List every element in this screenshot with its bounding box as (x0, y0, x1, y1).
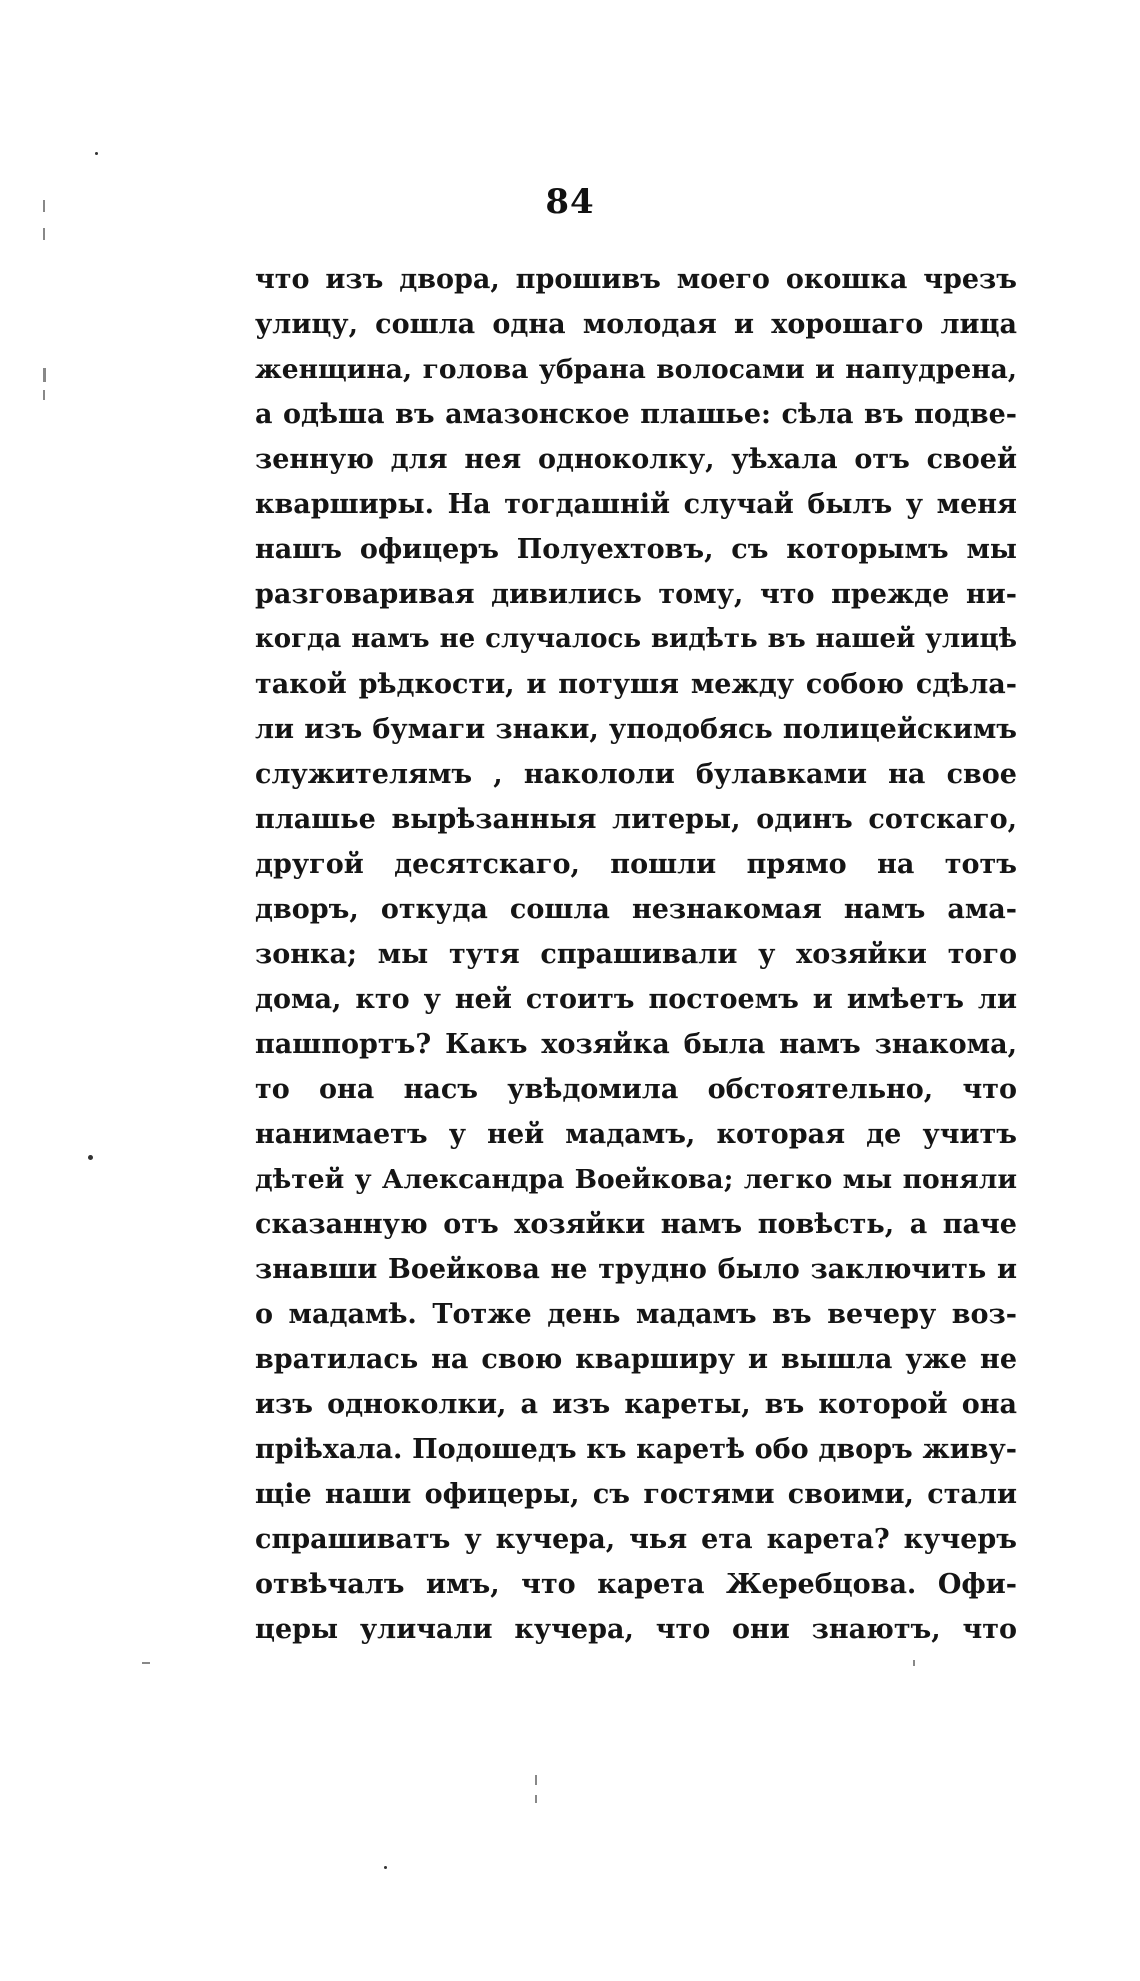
text-line: пріѣхала. Подошедъ къ каретѣ обо дворъ живу- (255, 1434, 1017, 1465)
scan-speck (384, 1866, 387, 1869)
text-line: дѣтей у Александра Воейкова; легко мы поняли (255, 1164, 1017, 1195)
text-line: нанимаетъ у ней мадамъ, которая де учитъ (255, 1119, 1017, 1150)
body-text (255, 257, 1017, 1652)
text-line: сказанную отъ хозяйки намъ повѣсть, а паче (255, 1209, 1017, 1240)
text-line: ли изъ бумаги знаки, уподобясь полицейскимъ (255, 714, 1017, 745)
scan-mark (535, 1795, 537, 1803)
text-line: нашъ офицеръ Полуехтовъ, съ которымъ мы (255, 534, 1017, 565)
text-line: разговаривая дивились тому, что прежде ни- (255, 579, 1017, 610)
text-line: дворъ, откуда сошла незнакомая намъ ама- (255, 894, 1017, 925)
text-line: такой рѣдкости, и потушя между собою сдѣла- (255, 669, 1017, 700)
text-line: зенную для нея одноколку, уѣхала отъ своей (255, 444, 1017, 475)
text-line: церы уличали кучера, что они знаютъ, что (255, 1614, 1017, 1645)
page-number: 84 (545, 182, 595, 222)
scan-mark (913, 1660, 915, 1666)
text-line: о мадамѣ. Тотже день мадамъ въ вечеру воз- (255, 1299, 1017, 1330)
text-line: кварширы. На тогдашній случай былъ у меня (255, 489, 1017, 520)
text-line: отвѣчалъ имъ, что карета Жеребцова. Офи- (255, 1569, 1017, 1600)
text-line: когда намъ не случалось видѣть въ нашей улицѣ (255, 624, 1017, 654)
text-line: вратилась на свою кварширу и вышла уже не (255, 1344, 1017, 1375)
text-line: улицу, сошла одна молодая и хорошаго лица (255, 309, 1017, 340)
scan-mark (142, 1662, 150, 1664)
text-line: изъ одноколки, а изъ кареты, въ которой она (255, 1389, 1017, 1420)
text-line: женщина, голова убрана волосами и напудрена, (255, 354, 1017, 385)
text-line: знавши Воейкова не трудно было заключить и (255, 1254, 1017, 1285)
text-line: дома, кто у ней стоитъ постоемъ и имѣетъ ли (255, 984, 1017, 1015)
text-line: другой десятскаго, пошли прямо на тотъ (255, 849, 1017, 880)
scan-speck (95, 152, 98, 155)
text-line: плашье вырѣзанныя литеры, одинъ сотскаго, (255, 804, 1017, 835)
text-line: спрашиватъ у кучера, чья ета карета? кучеръ (255, 1524, 1017, 1555)
text-line: а одѣша въ амазонское плашье: сѣла въ подве- (255, 399, 1017, 430)
text-line: служителямъ , накололи булавками на свое (255, 759, 1017, 790)
text-line: то она насъ увѣдомила обстоятельно, что (255, 1074, 1017, 1105)
scan-mark (43, 368, 46, 382)
text-line: щіе наши офицеры, съ гостями своими, стали (255, 1479, 1017, 1510)
text-line: что изъ двора, прошивъ моего окошка чрезъ (255, 264, 1017, 295)
scan-mark (535, 1775, 537, 1785)
scan-mark (43, 228, 45, 240)
text-line: пашпортъ? Какъ хозяйка была намъ знакома, (255, 1029, 1017, 1060)
scan-mark (43, 390, 45, 400)
text-line: зонка; мы тутя спрашивали у хозяйки того (255, 939, 1017, 970)
scan-speck (88, 1155, 93, 1160)
